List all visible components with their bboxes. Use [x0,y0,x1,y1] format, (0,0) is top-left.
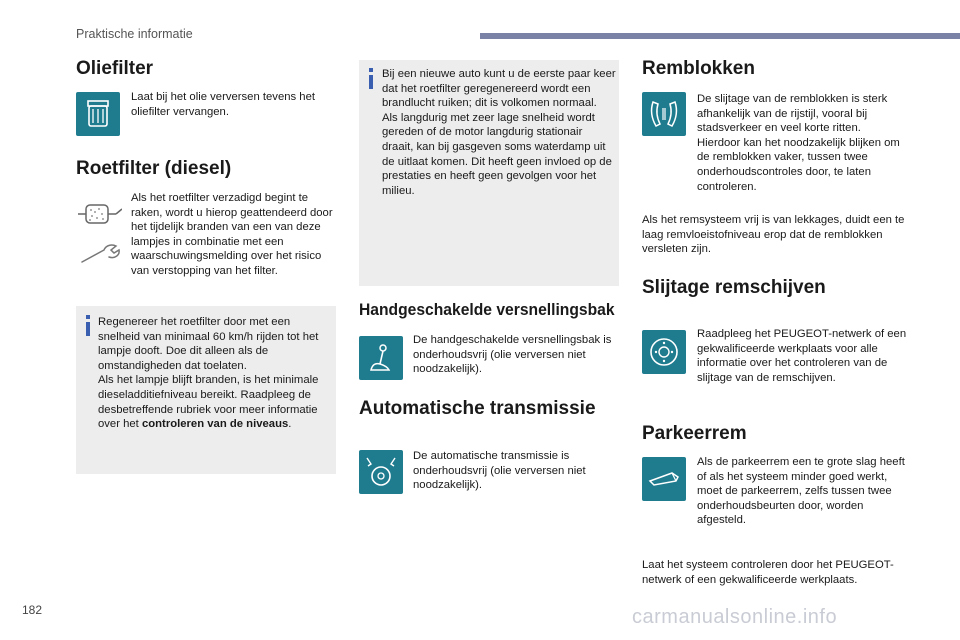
oliefilter-text: Laat bij het olie verversen tevens het oliefilter vervangen. [131,91,315,118]
note-new-car-text: Bij een nieuwe auto kunt u de eerste paar keer dat het roetfilter geregenereerd wordt een brandlucht ruiken; dit is volkomen normaal. Als langdurig met zeer lage snelheid wordt gereden of de motor langdurig stationair draait, kan bij gasgeven soms waterdamp uit de uitlaat komen. Dit heeft geen invloed op de prestaties en heeft geen gevolgen voor het milieu. [382,68,616,197]
section-title-parkeerrem: Parkeerrem [642,423,747,444]
automatic-transmission-icon [359,450,403,494]
page-number: 182 [22,603,43,617]
section-title-roetfilter: Roetfilter (diesel) [76,158,232,179]
remblokken-text: De slijtage van de remblokken is sterk afhankelijk van de rijstijl, vooral bij stadsverkeer en veel korte ritten. Hierdoor kan het noodzakelijk blijken om de remblokken vaker, tussen twee onderhoudscontroles door, te laten controleren. [697,93,900,193]
brake-pads-icon [642,92,686,136]
handgeschakelde-text: De handgeschakelde versnellingsbak is onderhoudsvrij (olie verversen niet noodzakelijk). [413,334,612,376]
brake-disc-icon [642,330,686,374]
roetfilter-text: Als het roetfilter verzadigd begint te raken, wordt u hierop geattendeerd door het tijdelijk branden van een van deze lampjes in combinatie met een waarschuwingsmelding over het risico van verstopping van het filter. [131,192,333,277]
note-regenerate [76,306,336,474]
remschijven-text: Raadpleeg het PEUGEOT-netwerk of een gekwalificeerde werkplaats voor alle informatie over het controleren van de slijtage van de remschijven. [697,328,907,384]
remblokken-text-2: Als het remsysteem vrij is van lekkages, duidt een te laag remvloeistofniveau erop dat de remblokken versleten zijn. [642,214,905,256]
section-title-oliefilter: Oliefilter [76,58,154,79]
parking-brake-icon [642,457,686,501]
header-bar [480,33,960,39]
service-wrench-icon [78,242,122,266]
section-title-remblokken: Remblokken [642,58,755,79]
particle-filter-warning-icon [78,200,122,228]
note-regenerate-text: Regenereer het roetfilter door met een snelheid van minimaal 60 km/h rijden tot het lampje dooft. Doe dit alleen als de omstandigheden dat toelaten. Als het lampje blijft branden, is het minimale dieseladditiefniveau bereikt. Raadpleeg de desbetreffende rubriek voor meer informatie over het controleren van de niveaus. [98,316,319,431]
section-title-handgeschakelde: Handgeschakelde versnellingsbak [359,300,615,319]
automatische-text: De automatische transmissie is onderhoudsvrij (olie verversen niet noodzakelijk). [413,450,586,492]
section-title-remschijven: Slijtage remschijven [642,277,826,298]
section-title-automatische: Automatische transmissie [359,398,596,419]
oil-filter-icon [76,92,120,136]
running-header: Praktische informatie [76,27,193,41]
parkeerrem-text: Als de parkeerrem een te grote slag heeft of als het systeem minder goed werkt, moet de parkeerrem, zelfs tussen twee onderhoudsbeurten door, worden afgesteld. [697,456,905,527]
parkeerrem-text-2: Laat het systeem controleren door het PEUGEOT-netwerk of een gekwalificeerde werkplaats. [642,559,894,586]
manual-gearbox-icon [359,336,403,380]
watermark: carmanualsonline.info [632,606,838,628]
note-new-car [359,60,619,286]
